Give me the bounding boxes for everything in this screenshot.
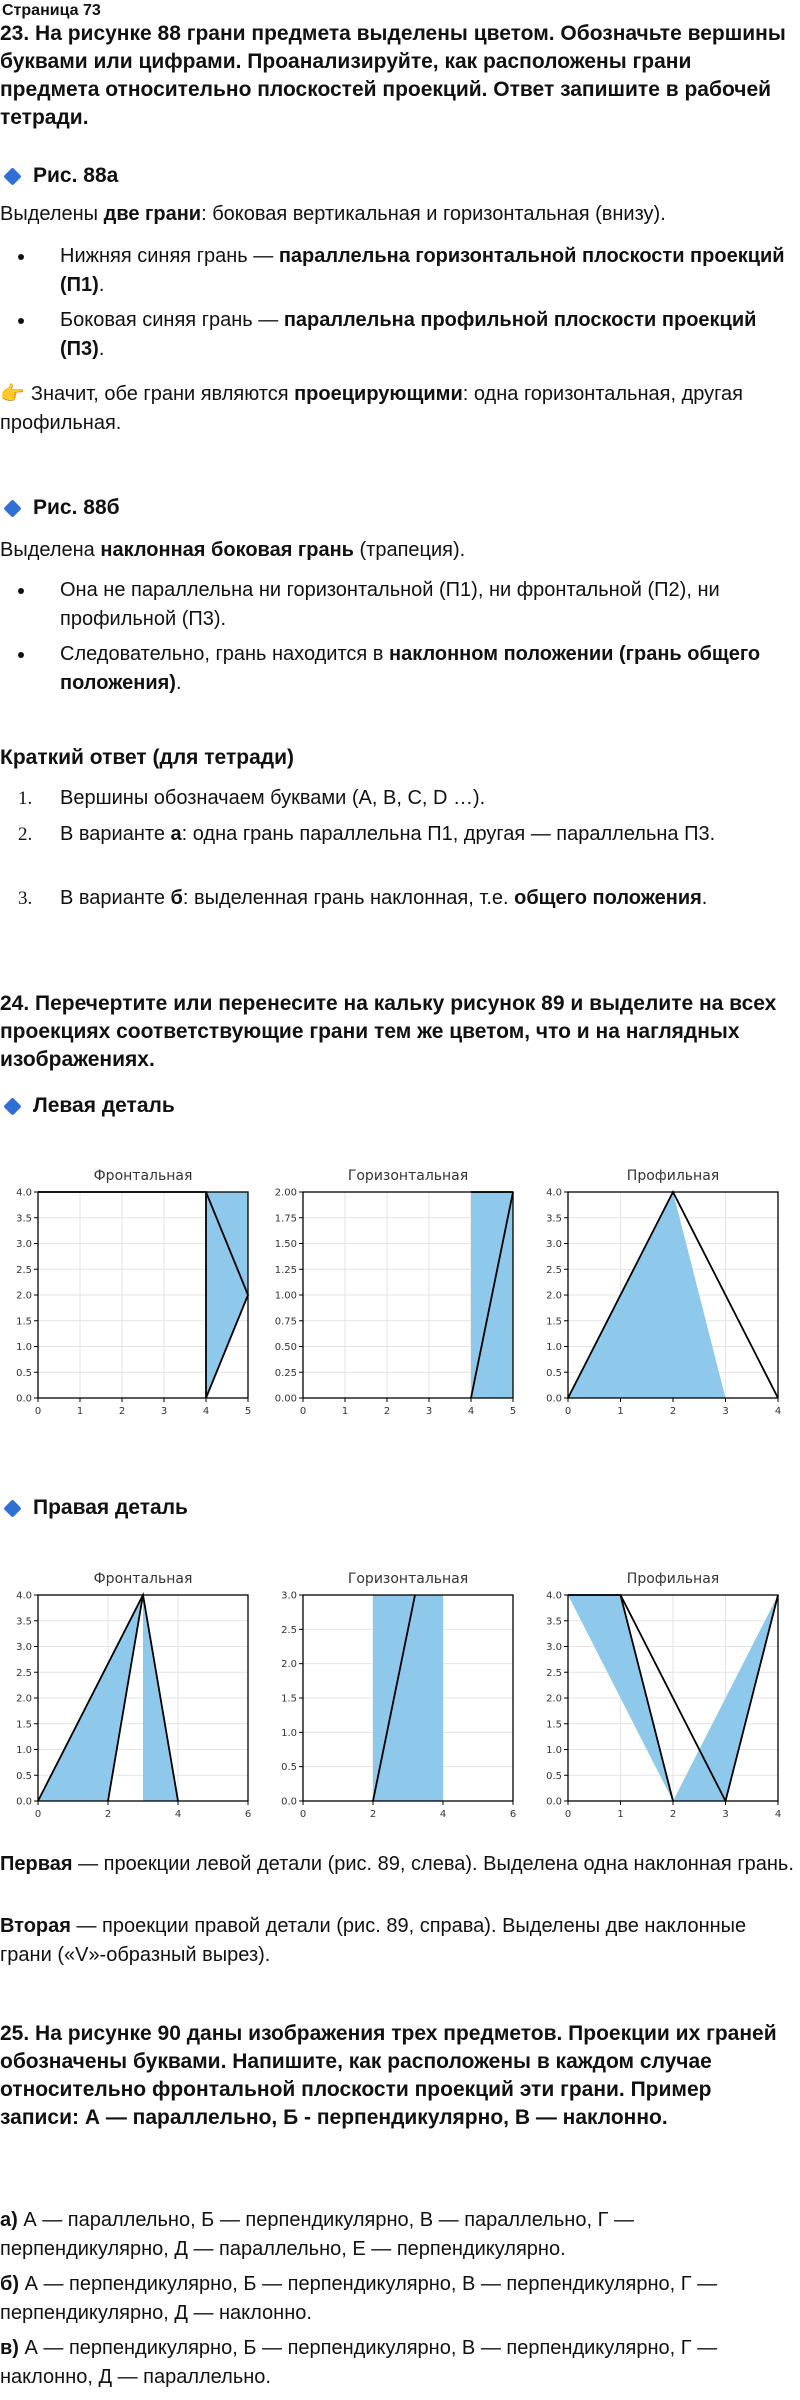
answer-c: в) А — перпендикулярно, Б — перпендикулярно, В — перпендикулярно, Г — наклонно, Д — параллельно. (0, 2337, 718, 2388)
x-tick-label: 0 (34, 1809, 42, 1820)
y-tick-label: 2.0 (16, 1290, 32, 1302)
y-tick-label: 1.5 (546, 1719, 562, 1731)
y-tick-label: 2.0 (546, 1693, 562, 1705)
fig-88a-heading-text: Рис. 88а (33, 164, 119, 187)
left-horizontal-chart (265, 1162, 525, 1417)
y-tick-label: 0.0 (16, 1796, 32, 1808)
left-profile-chart (530, 1162, 790, 1417)
y-tick-label: 1.5 (16, 1719, 32, 1731)
y-tick-label: 0.0 (281, 1796, 297, 1808)
y-tick-label: 1.0 (16, 1342, 32, 1353)
x-tick-label: 2 (118, 1406, 126, 1417)
diamond-icon (3, 167, 21, 185)
y-tick-label: 3.0 (281, 1590, 297, 1602)
y-tick-label: 0.25 (274, 1367, 297, 1379)
right-part-heading (0, 1494, 188, 1522)
x-tick-label: 0 (564, 1406, 572, 1417)
y-tick-label: 0.0 (546, 1796, 562, 1808)
fig-88b-heading-text: Рис. 88б (33, 496, 120, 519)
x-tick-label: 2 (669, 1406, 677, 1417)
x-tick-label: 6 (509, 1809, 517, 1820)
x-tick-label: 4 (467, 1406, 475, 1417)
y-tick-label: 2.5 (16, 1264, 32, 1276)
fig-88a-heading (0, 162, 118, 190)
x-tick-label: 1 (617, 1809, 624, 1820)
fig-88a-item-1: Нижняя синяя грань — параллельна горизонтальной плоскости проекций (П1). (60, 242, 800, 300)
y-tick-label: 0.0 (16, 1393, 32, 1405)
x-tick-label: 5 (509, 1406, 517, 1417)
left-frontal-chart (0, 1162, 260, 1417)
y-tick-label: 0.5 (16, 1770, 32, 1782)
answer-b: б) А — перпендикулярно, Б — перпендикулярно, В — перпендикулярно, Г — перпендикулярно, Д — наклонно. (0, 2273, 718, 2324)
x-tick-label: 2 (383, 1406, 391, 1417)
x-tick-label: 1 (76, 1406, 84, 1417)
left-part-heading (0, 1092, 175, 1120)
chart-title: Профильная (626, 1571, 720, 1587)
page-label: Страница 73 (2, 2, 101, 19)
diamond-icon (3, 1097, 21, 1115)
x-tick-label: 4 (439, 1809, 447, 1820)
y-tick-label: 3.5 (546, 1213, 562, 1225)
bullet (18, 652, 24, 658)
y-tick-label: 2.0 (16, 1693, 32, 1705)
fig-88b-heading (0, 494, 120, 522)
x-tick-label: 4 (774, 1406, 782, 1417)
x-tick-label: 4 (174, 1809, 182, 1820)
x-tick-label: 3 (425, 1406, 433, 1417)
y-tick-label: 1.50 (274, 1239, 297, 1250)
short-answer-item-3: 3. В варианте б: выделенная грань наклонная, т.е. общего положения. (18, 887, 708, 909)
y-tick-label: 0.00 (274, 1393, 297, 1405)
x-tick-label: 6 (244, 1809, 252, 1820)
fig-88b-item-2: Следовательно, грань находится в наклонном положении (грань общего положения). (60, 640, 800, 698)
chart-title: Горизонтальная (347, 1571, 469, 1587)
short-answer-heading: Краткий ответ (для тетради) (0, 746, 294, 769)
fig-88b-intro: Выделена наклонная боковая грань (трапеция). (0, 539, 466, 561)
y-tick-label: 3.5 (16, 1213, 32, 1225)
y-tick-label: 2.5 (16, 1667, 32, 1679)
highlighted-face (206, 1192, 248, 1398)
x-tick-label: 3 (722, 1406, 729, 1417)
x-tick-label: 5 (244, 1406, 252, 1417)
fig-88b-item-1: Она не параллельна ни горизонтальной (П1), ни фронтальной (П2), ни профильной (П3). (60, 576, 800, 634)
first-part-caption: Первая — проекции левой детали (рис. 89, слева). Выделена одна наклонная грань. (0, 1853, 794, 1875)
y-tick-label: 4.0 (16, 1590, 32, 1602)
y-tick-label: 0.0 (546, 1393, 562, 1405)
x-tick-label: 1 (617, 1406, 624, 1417)
y-tick-label: 0.5 (16, 1367, 32, 1379)
x-tick-label: 3 (160, 1406, 168, 1417)
bullet (18, 254, 24, 260)
y-tick-label: 3.0 (546, 1642, 562, 1653)
x-tick-label: 4 (202, 1406, 210, 1417)
fig-88a-note: 👉 Значит, обе грани являются проецирующими: одна горизонтальная, другая профильная. (0, 380, 795, 438)
y-tick-label: 2.0 (546, 1290, 562, 1302)
left-part-heading-text: Левая деталь (33, 1094, 175, 1117)
y-tick-label: 0.5 (281, 1762, 297, 1774)
y-tick-label: 1.0 (546, 1745, 562, 1756)
pointing-hand-icon: 👉 (0, 383, 25, 405)
y-tick-label: 0.75 (274, 1316, 297, 1328)
x-tick-label: 2 (669, 1809, 677, 1820)
chart-title: Фронтальная (93, 1571, 193, 1587)
y-tick-label: 4.0 (546, 1590, 562, 1602)
y-tick-label: 1.5 (546, 1316, 562, 1328)
chart-title: Горизонтальная (347, 1168, 469, 1184)
diamond-icon (3, 1499, 21, 1517)
y-tick-label: 2.5 (546, 1264, 562, 1276)
y-tick-label: 3.0 (16, 1239, 32, 1250)
x-tick-label: 2 (369, 1809, 377, 1820)
y-tick-label: 3.0 (16, 1642, 32, 1653)
second-part-caption: Вторая — проекции правой детали (рис. 89, справа). Выделены две наклонные грани («V»-образный вырез). (0, 1915, 747, 1966)
fig-88a-intro: Выделены две грани: боковая вертикальная и горизонтальная (внизу). (0, 203, 666, 225)
right-frontal-chart (0, 1565, 260, 1820)
x-tick-label: 1 (341, 1406, 349, 1417)
right-horizontal-chart (265, 1565, 525, 1820)
y-tick-label: 1.5 (16, 1316, 32, 1328)
x-tick-label: 0 (299, 1809, 307, 1820)
y-tick-label: 1.00 (274, 1290, 297, 1302)
y-tick-label: 4.0 (16, 1187, 32, 1199)
y-tick-label: 4.0 (546, 1187, 562, 1199)
y-tick-label: 0.5 (546, 1770, 562, 1782)
chart-title: Фронтальная (93, 1168, 193, 1184)
x-tick-label: 3 (722, 1809, 729, 1820)
right-part-heading-text: Правая деталь (33, 1496, 188, 1519)
y-tick-label: 1.0 (546, 1342, 562, 1353)
short-answer-item-1: 1. Вершины обозначаем буквами (A, B, C, D …). (18, 787, 486, 809)
y-tick-label: 1.0 (281, 1727, 297, 1739)
bullet (18, 588, 24, 594)
x-tick-label: 2 (104, 1809, 112, 1820)
y-tick-label: 3.5 (546, 1616, 562, 1628)
answer-a: а) А — параллельно, Б — перпендикулярно, В — параллельно, Г — перпендикулярно, Д — параллельно, Е — перпендикулярно. (0, 2209, 634, 2260)
right-profile-chart (530, 1565, 790, 1820)
x-tick-label: 0 (564, 1809, 572, 1820)
diamond-icon (3, 499, 21, 517)
bullet (18, 318, 24, 324)
y-tick-label: 3.5 (16, 1616, 32, 1628)
y-tick-label: 1.75 (274, 1213, 297, 1225)
x-tick-label: 0 (34, 1406, 42, 1417)
y-tick-label: 2.0 (281, 1659, 297, 1671)
task-25-title: 25. На рисунке 90 даны изображения трех предметов. Проекции их граней обозначены буквами. Напишите, как расположены в каждом случае относительно фронтальной плоскости проекций эти грани. Пример записи: А — параллельно, Б - перпендикулярно, В — наклонно. (0, 2022, 777, 2129)
fig-88a-item-2: Боковая синяя грань — параллельна профильной плоскости проекций (П3). (60, 306, 800, 364)
short-answer-item-2: 2. В варианте а: одна грань параллельна П1, другая — параллельна П3. (18, 823, 716, 845)
task-24-title: 24. Перечертите или перенесите на кальку рисунок 89 и выделите на всех проекциях соответствующие грани тем же цветом, что и на наглядных изображениях. (0, 992, 777, 1071)
task-23-title: 23. На рисунке 88 грани предмета выделены цветом. Обозначьте вершины буквами или цифрами. Проанализируйте, как расположены грани предмета относительно плоскостей проекций. Ответ запишите в рабочей тетради. (0, 22, 786, 129)
y-tick-label: 2.5 (546, 1667, 562, 1679)
y-tick-label: 1.5 (281, 1693, 297, 1705)
x-tick-label: 4 (774, 1809, 782, 1820)
y-tick-label: 2.5 (281, 1624, 297, 1636)
y-tick-label: 0.5 (546, 1367, 562, 1379)
y-tick-label: 1.25 (274, 1264, 297, 1276)
y-tick-label: 0.50 (274, 1342, 297, 1353)
y-tick-label: 2.00 (274, 1187, 297, 1199)
y-tick-label: 1.0 (16, 1745, 32, 1756)
x-tick-label: 0 (299, 1406, 307, 1417)
y-tick-label: 3.0 (546, 1239, 562, 1250)
chart-title: Профильная (626, 1168, 720, 1184)
